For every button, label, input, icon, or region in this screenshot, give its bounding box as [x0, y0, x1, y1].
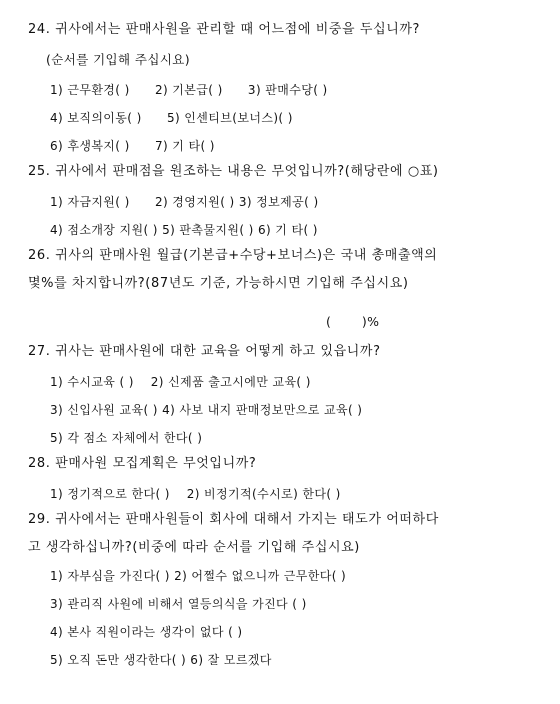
question-25-options-row: 1) 자금지원( ) 2) 경영지원( ) 3) 정보제공( ): [50, 195, 319, 209]
question-27-options-row: 5) 각 점소 자체에서 한다( ): [50, 431, 203, 445]
question-24-options-row: 1) 근무환경( ) 2) 기본급( ) 3) 판매수당( ): [50, 83, 328, 97]
question-28: 28. 판매사원 모집계획은 무엇입니까?: [28, 456, 257, 471]
question-27: 27. 귀사는 판매사원에 대한 교육을 어떻게 하고 있읍니까?: [28, 344, 381, 359]
question-27-options-row: 3) 신입사원 교육( ) 4) 사보 내지 판매정보만으로 교육( ): [50, 403, 363, 417]
question-29-options-row: 5) 오직 돈만 생각한다( ) 6) 잘 모르겠다: [50, 653, 272, 667]
question-24-options-row: 4) 보직의이동( ) 5) 인센티브(보너스)( ): [50, 111, 293, 125]
question-29: 29. 귀사에서는 판매사원들이 회사에 대해서 가지는 태도가 어떠하다: [28, 512, 439, 527]
question-29-options-row: 4) 본사 직원이라는 생각이 없다 ( ): [50, 625, 243, 639]
question-25: 25. 귀사에서 판매점을 원조하는 내용은 무엇입니까?(해당란에 ○표): [28, 164, 439, 179]
question-24-note: (순서를 기입해 주십시요): [46, 52, 191, 67]
question-29-options-row: 1) 자부심을 가진다( ) 2) 어쩔수 없으니까 근무한다( ): [50, 569, 347, 583]
question-26: 26. 귀사의 판매사원 월급(기본급+수당+보너스)은 국내 총매출액의: [28, 248, 438, 263]
question-29-options-row: 3) 관리직 사원에 비해서 열등의식을 가진다 ( ): [50, 597, 307, 611]
question-24-options-row: 6) 후생복지( ) 7) 기 타( ): [50, 139, 215, 153]
question-29-line2: 고 생각하십니까?(비중에 따라 순서를 기입해 주십시요): [28, 540, 360, 555]
question-26-answer-blank: ( )%: [326, 314, 380, 329]
question-26-line2: 몇%를 차지합니까?(87년도 기준, 가능하시면 기입해 주십시요): [28, 276, 409, 291]
question-28-options-row: 1) 정기적으로 한다( ) 2) 비정기적(수시로) 한다( ): [50, 487, 341, 501]
question-24: 24. 귀사에서는 판매사원을 관리할 때 어느점에 비중을 두십니까?: [28, 22, 421, 37]
question-25-options-row: 4) 점소개장 지원( ) 5) 판촉물지원( ) 6) 기 타( ): [50, 223, 318, 237]
question-27-options-row: 1) 수시교육 ( ) 2) 신제품 출고시에만 교육( ): [50, 375, 311, 389]
